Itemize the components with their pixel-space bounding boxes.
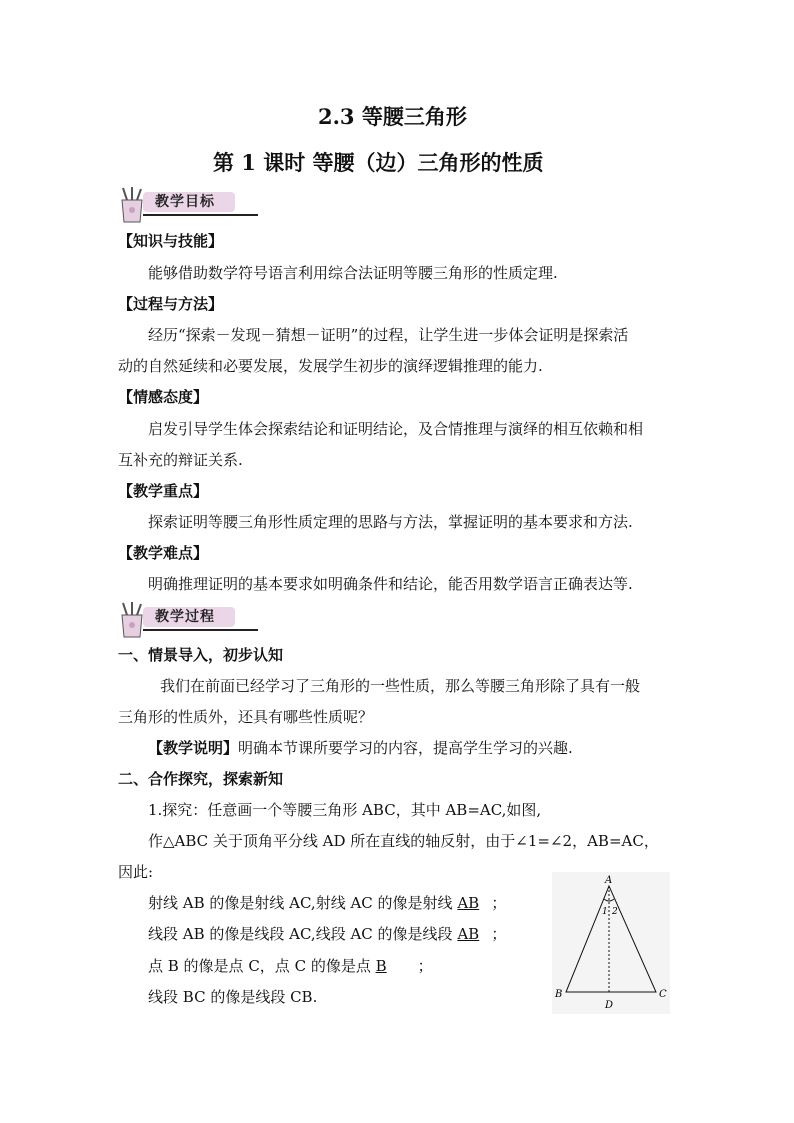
point-statement-end: ； — [417, 957, 433, 975]
angle-2-label: 2 — [612, 907, 618, 917]
angle-1-label: 1 — [602, 907, 608, 917]
difficulty-text: 明确推理证明的基本要求如明确条件和结论，能否用数学语言正确表达等. — [148, 575, 633, 593]
teaching-note-text: 明确本节课所要学习的内容，提高学生学习的兴趣. — [238, 739, 573, 757]
point-statement-text: 点 B 的像是点 C，点 C 的像是点 — [148, 957, 371, 975]
ray-image-statement — [148, 892, 506, 913]
knowledge-heading: 【知识与技能】 — [118, 232, 224, 250]
vertex-a-label: A — [605, 875, 613, 886]
lesson-title: 2.3 等腰三角形 — [318, 104, 467, 129]
method-text-line1: 经历“探索－发现－猜想－证明”的过程，让学生进一步体会证明是探索活 — [148, 326, 629, 344]
segment-answer: AB — [457, 925, 480, 943]
segment-statement-text: 线段 AB 的像是线段 AC,线段 AC 的像是线段 — [148, 925, 453, 943]
vertex-b-label: B — [555, 989, 563, 1000]
section1-heading: 一、情景导入，初步认知 — [118, 646, 284, 664]
segment-statement-end: ； — [491, 925, 507, 943]
point-d-label: D — [605, 1000, 614, 1011]
attitude-text-line2: 互补充的辩证关系. — [118, 451, 243, 469]
ray-statement-text: 射线 AB 的像是射线 AC,射线 AC 的像是射线 — [148, 894, 453, 912]
section2-heading: 二、合作探究，探索新知 — [118, 770, 284, 788]
objectives-badge-label: 教学目标 — [143, 192, 235, 212]
method-heading: 【过程与方法】 — [118, 295, 224, 313]
difficulty-heading: 【教学难点】 — [118, 544, 209, 562]
explore-line2: 作△ABC 关于顶角平分线 AD 所在直线的轴反射，由于∠1=∠2，AB=AC， — [148, 832, 659, 850]
point-answer: B — [375, 957, 387, 975]
knowledge-text: 能够借助数学符号语言利用综合法证明等腰三角形的性质定理. — [148, 264, 558, 282]
section1-text-line2: 三角形的性质外，还具有哪些性质呢？ — [118, 708, 374, 726]
key-points-text: 探索证明等腰三角形性质定理的思路与方法，掌握证明的基本要求和方法. — [148, 513, 633, 531]
key-points-heading: 【教学重点】 — [118, 482, 209, 500]
isosceles-triangle-figure — [552, 872, 670, 1014]
point-image-statement — [148, 955, 433, 976]
lesson-subtitle: 第 1 课时 等腰（边）三角形的性质 — [213, 150, 544, 175]
method-text-line2: 动的自然延续和必要发展，发展学生初步的演绎逻辑推理的能力. — [118, 357, 543, 375]
objectives-badge-underline — [143, 214, 258, 216]
teaching-note — [148, 737, 573, 758]
section1-text-line1: 我们在前面已经学习了三角形的一些性质，那么等腰三角形除了具有一般 — [160, 677, 641, 695]
attitude-text-line1: 启发引导学生体会探索结论和证明结论，及合情推理与演绎的相互依赖和相 — [148, 420, 644, 438]
ray-statement-end: ； — [491, 894, 507, 912]
triangle-abc — [566, 886, 656, 992]
process-badge-underline — [143, 629, 258, 631]
bc-image-statement: 线段 BC 的像是线段 CB. — [148, 988, 318, 1006]
explore-line1: 1.探究：任意画一个等腰三角形 ABC，其中 AB=AC,如图, — [148, 801, 542, 819]
ray-answer: AB — [457, 894, 480, 912]
vertex-c-label: C — [659, 989, 667, 1000]
explore-line3: 因此: — [118, 863, 154, 881]
teaching-note-heading: 【教学说明】 — [148, 739, 239, 757]
process-badge-label: 教学过程 — [143, 607, 235, 627]
segment-image-statement — [148, 923, 506, 944]
attitude-heading: 【情感态度】 — [118, 388, 209, 406]
